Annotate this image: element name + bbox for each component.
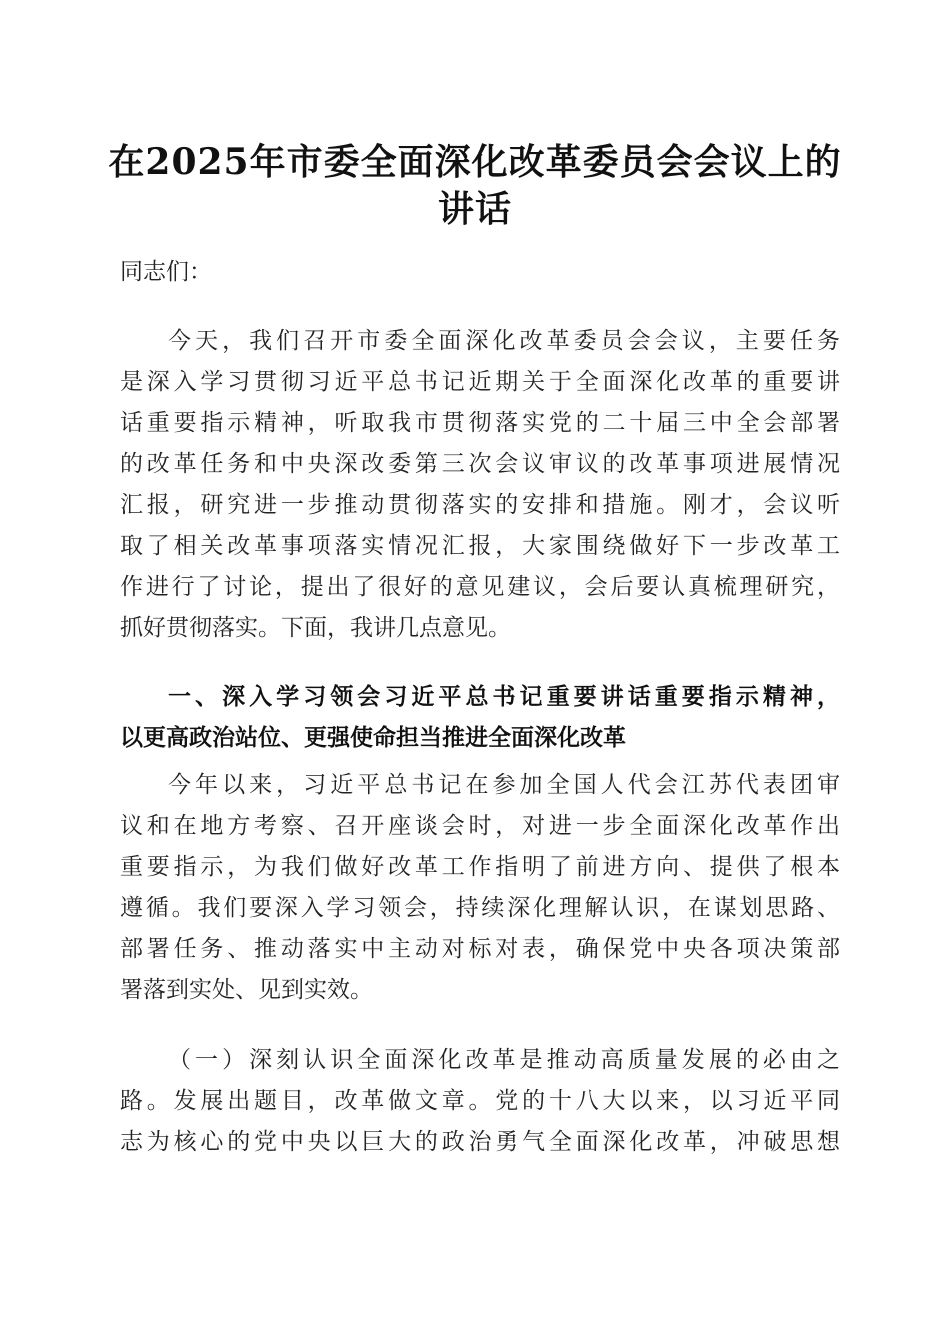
paragraph-1-line: 今天，我们召开市委全面深化改革委员会会议，主要任务 — [168, 328, 840, 354]
paragraph-2-line: 重要指示，为我们做好改革工作指明了前进方向、提供了根本 — [120, 854, 840, 880]
paragraph-1-line: 作进行了讨论，提出了很好的意见建议，会后要认真梳理研究， — [120, 574, 840, 600]
paragraph-2-line: 遵循。我们要深入学习领会，持续深化理解认识，在谋划思路、 — [120, 895, 840, 921]
paragraph-2-line: 今年以来，习近平总书记在参加全国人代会江苏代表团审 — [168, 772, 840, 798]
document-title-line-1: 在2025年市委全面深化改革委员会会议上的 — [108, 141, 842, 183]
paragraph-1-line: 是深入学习贯彻习近平总书记近期关于全面深化改革的重要讲 — [120, 369, 840, 395]
paragraph-1-line: 取了相关改革事项落实情况汇报，大家围绕做好下一步改革工 — [120, 533, 840, 559]
paragraph-3-line: 路。发展出题目，改革做文章。党的十八大以来，以习近平同 — [120, 1088, 840, 1114]
paragraph-2-line: 部署任务、推动落实中主动对标对表，确保党中央各项决策部 — [120, 936, 840, 962]
paragraph-1-line: 的改革任务和中央深改委第三次会议审议的改革事项进展情况 — [120, 451, 840, 477]
paragraph-1-line: 抓好贯彻落实。下面，我讲几点意见。 — [120, 615, 511, 641]
paragraph-1-line: 汇报，研究进一步推动贯彻落实的安排和措施。刚才，会议听 — [120, 492, 840, 518]
paragraph-3-line: 志为核心的党中央以巨大的政治勇气全面深化改革，冲破思想 — [120, 1129, 840, 1155]
paragraph-1-line: 话重要指示精神，听取我市贯彻落实党的二十届三中全会部署 — [120, 410, 840, 436]
paragraph-2-line: 议和在地方考察、召开座谈会时，对进一步全面深化改革作出 — [120, 813, 840, 839]
paragraph-3-line: （一）深刻认识全面深化改革是推动高质量发展的必由之 — [168, 1047, 840, 1073]
section-heading-1-line: 一、深入学习领会习近平总书记重要讲话重要指示精神， — [168, 684, 840, 710]
section-heading-1-line: 以更高政治站位、更强使命担当推进全面深化改革 — [120, 725, 626, 751]
paragraph-2-line: 署落到实处、见到实效。 — [120, 977, 373, 1003]
document-title-line-2: 讲话 — [437, 188, 512, 230]
salutation: 同志们： — [120, 259, 212, 285]
